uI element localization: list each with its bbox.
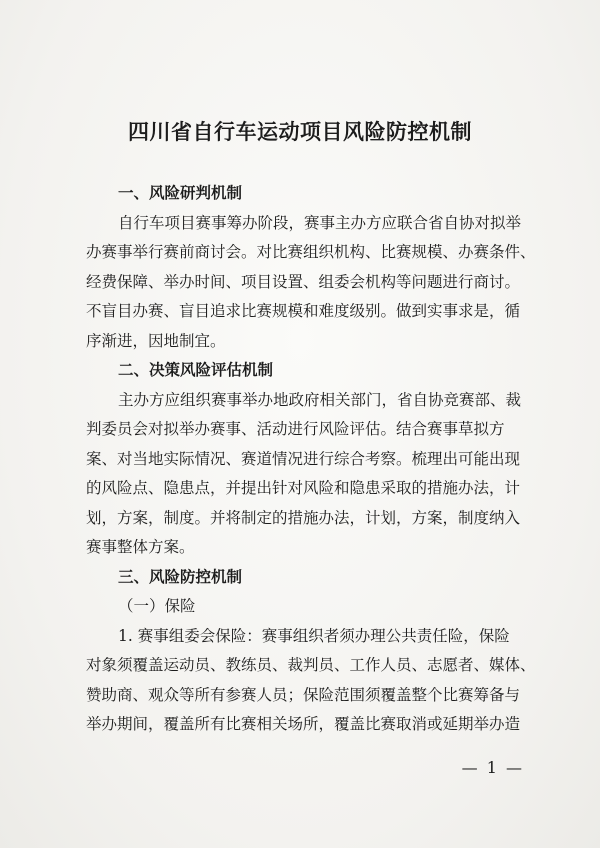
body-line: 对象须覆盖运动员、教练员、裁判员、工作人员、志愿者、媒体、 — [86, 656, 536, 674]
body-line: 划，方案，制度。并将制定的措施办法，计划，方案，制度纳入 — [86, 508, 521, 527]
section-heading: 三、风险防控机制 — [118, 567, 243, 586]
subsection-heading: （一）保险 — [118, 597, 196, 615]
body-line: 经费保障、举办时间、项目设置、组委会机构等问题进行商讨。 — [86, 272, 521, 291]
body-line: 不盲目办赛、盲目追求比赛规模和难度级别。做到实事求是，循 — [86, 302, 521, 320]
body-line: 办赛事举行赛前商讨会。对比赛组织机构、比赛规模、办赛条件、 — [86, 243, 536, 261]
section-heading: 一、风险研判机制 — [118, 184, 243, 202]
body-line: 自行车项目赛事筹办阶段，赛事主办方应联合省自协对拟举 — [118, 213, 522, 232]
body-line: 举办期间，覆盖所有比赛相关场所，覆盖比赛取消或延期举办造 — [86, 715, 521, 733]
body-line: 判委员会对拟举办赛事、活动进行风险评估。结合赛事草拟方 — [86, 420, 505, 438]
body-line: 序渐进，因地制宜。 — [86, 331, 226, 350]
body-line: 案、对当地实际情况、赛道情况进行综合考察。梳理出可能出现 — [86, 449, 521, 468]
section-heading: 二、决策风险评估机制 — [118, 361, 274, 379]
page-number: — 1 — — [461, 758, 524, 777]
body-line: 1. 赛事组委会保险：赛事组织者须办理公共责任险，保险 — [118, 626, 510, 645]
body-line: 赞助商、观众等所有参赛人员；保险范围须覆盖整个比赛筹备与 — [86, 685, 521, 704]
body-line: 赛事整体方案。 — [86, 538, 195, 556]
document-title: 四川省自行车运动项目风险防控机制 — [128, 119, 472, 144]
body-line: 的风险点、隐患点，并提出针对风险和隐患采取的措施办法，计 — [86, 479, 521, 497]
body-line: 主办方应组织赛事举办地政府相关部门，省自协竞赛部、裁 — [118, 390, 522, 409]
